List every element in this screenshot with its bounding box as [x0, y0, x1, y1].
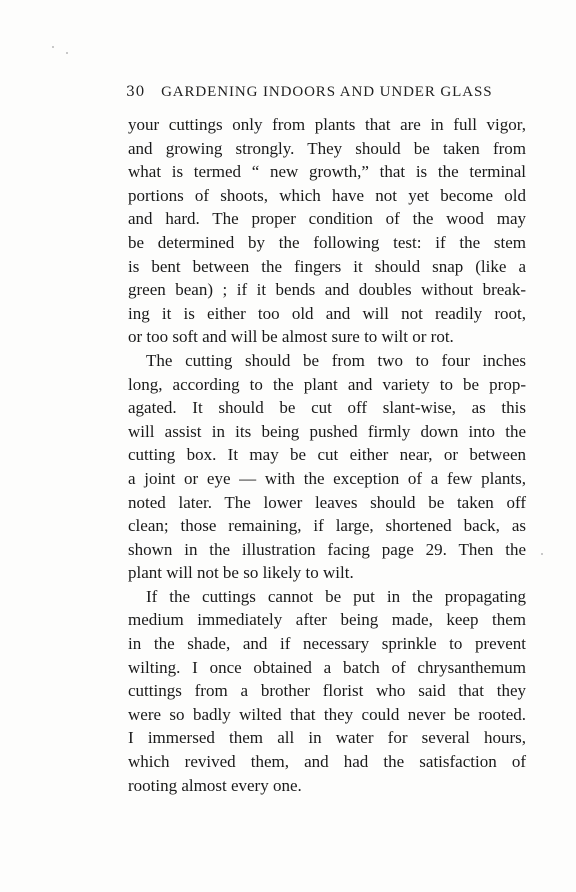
text-line: which revived them, and had the satisfaction of	[128, 752, 526, 772]
text-line: agated. It should be cut off slant-wise, as this	[128, 398, 526, 418]
paragraph-2	[128, 349, 526, 585]
text-line: were so badly wilted that they could never be rooted.	[128, 704, 526, 724]
page-number: 30	[126, 84, 146, 100]
paper-speck	[52, 46, 54, 48]
paragraph-1	[128, 113, 526, 349]
text-line: clean; those remaining, if large, shortened back, as	[128, 516, 526, 536]
text-line: portions of shoots, which have not yet become old	[128, 185, 526, 205]
text-line: shown in the illustration facing page 29. Then the	[128, 539, 526, 559]
text-line: what is termed “ new growth,” that is the terminal	[128, 162, 526, 182]
text-line: be determined by the following test: if the stem	[128, 232, 526, 252]
text-line: will assist in its being pushed firmly down into the	[128, 421, 526, 441]
text-line: plant will not be so likely to wilt.	[128, 563, 354, 583]
text-line: cutting box. It may be cut either near, or between	[128, 445, 526, 465]
running-header	[126, 84, 526, 101]
text-line: and hard. The proper condition of the wood may	[128, 209, 526, 229]
paper-speck	[66, 52, 68, 54]
text-line: your cuttings only from plants that are in full vigor,	[128, 115, 526, 134]
text-line: cuttings from a brother florist who said that they	[128, 681, 526, 701]
text-line: is bent between the fingers it should snap (like a	[128, 256, 526, 276]
text-line: If the cuttings cannot be put in the propagating	[146, 586, 526, 606]
text-line: a joint or eye — with the exception of a few plants,	[128, 468, 526, 488]
text-line: and growing strongly. They should be taken from	[128, 138, 526, 158]
text-line: in the shade, and if necessary sprinkle to prevent	[128, 634, 526, 654]
text-line: or too soft and will be almost sure to wilt or rot.	[128, 327, 454, 347]
text-line: wilting. I once obtained a batch of chrysanthemum	[128, 657, 526, 677]
text-line: green bean) ; if it bends and doubles without break-	[128, 280, 526, 300]
body-text	[128, 113, 526, 797]
text-line: noted later. The lower leaves should be taken off	[128, 492, 526, 512]
text-line: medium immediately after being made, keep them	[128, 610, 526, 630]
text-line: long, according to the plant and variety to be prop-	[128, 374, 526, 394]
text-line: rooting almost every one.	[128, 775, 302, 795]
text-line: ing it is either too old and will not readily root,	[128, 303, 526, 323]
running-title: GARDENING INDOORS AND UNDER GLASS	[161, 84, 493, 100]
text-line: The cutting should be from two to four inches	[146, 350, 526, 370]
text-line: I immersed them all in water for several hours,	[128, 728, 526, 748]
paper-speck	[541, 553, 543, 555]
paragraph-3	[128, 585, 526, 797]
